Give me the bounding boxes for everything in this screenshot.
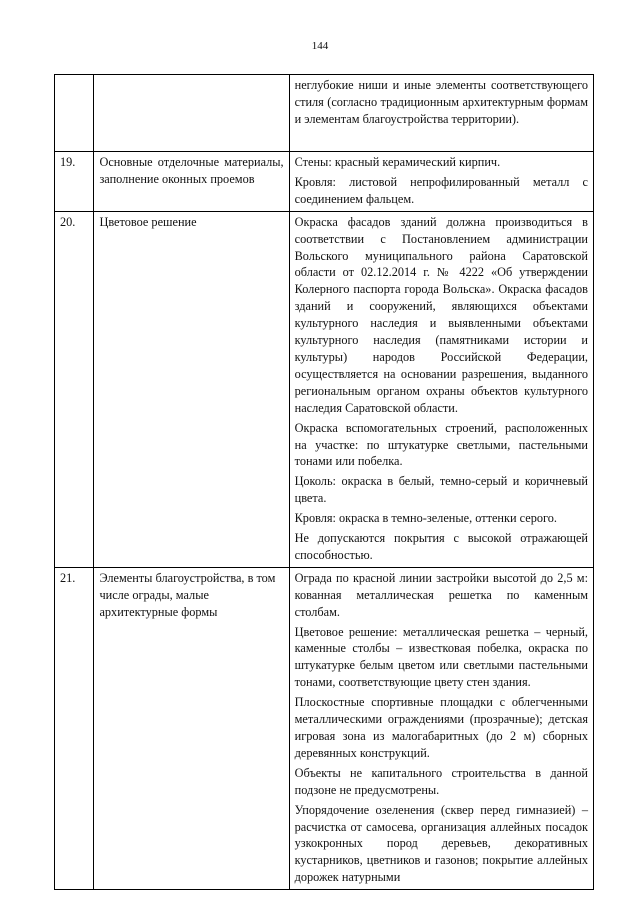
paragraph: Кровля: листовой непрофилированный металл с соединением фальцем. — [294, 174, 588, 206]
row-description — [289, 152, 593, 212]
paragraph: Ограда по красной линии застройки высотой до 2,5 м: кованная металлическая решетка по каменным столбам. — [294, 570, 588, 619]
regulations-table — [54, 74, 594, 890]
paragraph: Упорядочение озеленения (сквер перед гимназией) – расчистка от самосева, организация аллейных посадок узкокронных пород деревьев, декоративных кустарников, цветников и газонов; покрытие аллейных дорожек натурными — [294, 802, 588, 885]
row-description — [289, 211, 593, 567]
paragraph: Не допускаются покрытия с высокой отражающей способностью. — [294, 531, 588, 562]
paragraph: Плоскостные спортивные площадки с облегченными металлическими ограждениями (прозрачные); детская игровая зона из малогабаритных (до 2 м) сборных деревянных конструкций. — [294, 695, 588, 760]
paragraph: Окраска фасадов зданий должна производиться в соответствии с Постановлением администрации Вольского муниципального района Саратовской области от 02.12.2014 г. № 4222 «Об утверждении Колерного паспорта города Вольска». Окраска фасадов зданий и сооружений, являющихся объектами культурного наследия и выявленными объектами культурного наследия (памятниками истории и культуры) народов Российской Федерации, осуществляется на основании разрешения, выданного региональным органом охраны объектов культурного наследия Саратовской области. — [294, 214, 588, 415]
row-name — [94, 75, 289, 152]
paragraph: Кровля: окраска в темно-зеленые, оттенки серого. — [294, 511, 557, 526]
table-row — [55, 567, 594, 889]
paragraph: Цветовое решение: металлическая решетка – черный, каменные столбы – известковая побелка, окраска по штукатурке белым цветом или светлыми пастельными тонами, соответствующие цвету стен здания. — [294, 624, 588, 690]
table-row — [55, 211, 594, 567]
row-name: Элементы благоустройства, в том числе ограды, малые архитектурные формы — [94, 567, 289, 889]
paragraph: Цоколь: окраска в белый, темно-серый и коричневый цвета. — [294, 474, 588, 506]
row-description — [289, 567, 593, 889]
row-name: Основные отделочные материалы, заполнение оконных проемов — [94, 152, 289, 212]
paragraph: Объекты не капитального строительства в данной подзоне не предусмотрены. — [294, 765, 588, 797]
row-number: 20. — [55, 211, 94, 567]
table-row — [55, 75, 594, 152]
row-name: Цветовое решение — [94, 211, 289, 567]
row-number — [55, 75, 94, 152]
paragraph: неглубокие ниши и иные элементы соответствующего стиля (согласно традиционным архитектурным формам и элементам благоустройства территории). — [294, 78, 588, 126]
paragraph: Стены: красный керамический кирпич. — [294, 155, 501, 169]
table-row — [55, 152, 594, 212]
row-number: 21. — [55, 567, 94, 889]
page-number: 144 — [311, 40, 329, 52]
paragraph: Окраска вспомогательных строений, расположенных на участке: по штукатурке светлыми, пастельными тонами или побелка. — [294, 420, 588, 469]
row-description — [289, 75, 593, 152]
row-number: 19. — [55, 152, 94, 212]
